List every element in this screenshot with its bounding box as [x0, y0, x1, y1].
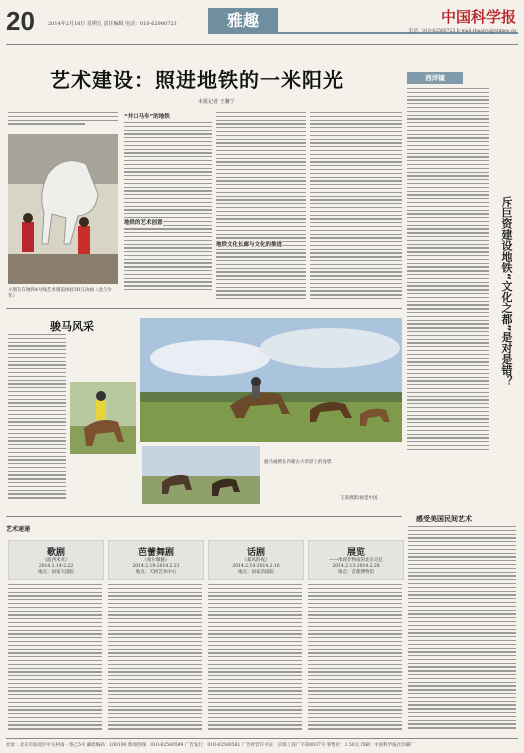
listing-name: 《暴风的夜》: [242, 558, 270, 563]
subhead-1: “井口马车”的地铁: [124, 114, 170, 120]
listing-venue: 地点：天桥艺术中心: [135, 570, 177, 575]
footer-divider: [6, 738, 518, 739]
right-bottom-column: [408, 526, 516, 734]
sidebar-section-head: 西洋镜: [407, 72, 463, 84]
listing-name: 《波西米亚》: [42, 558, 70, 563]
listing-kind: 话剧: [246, 548, 265, 558]
listing-venue: 地点：首都博物馆: [338, 570, 374, 575]
listings-section-label: 艺术速递: [6, 526, 31, 533]
horse-text-column: [8, 334, 66, 504]
listing-name: ——体现非物质的北京记忆: [329, 558, 383, 563]
article-title: 艺术建设：照进地铁的一米阳光: [50, 68, 344, 92]
article-column-2: [124, 122, 212, 302]
listing-text-3: [208, 584, 302, 734]
horse-photo-caption: 骏马驰骋在内蒙古大草原上的身影: [264, 460, 332, 465]
sidebar-column: [407, 88, 489, 468]
listing-text-2: [108, 584, 202, 734]
section-tag: 雅趣: [208, 8, 278, 34]
listing-kind: 展览: [346, 548, 365, 558]
listing-date: 2014.2.19-2014.2.21: [132, 564, 180, 569]
listing-box-1: [8, 540, 104, 580]
header-divider: [6, 44, 518, 45]
listing-venue: 地点：国家大剧院: [38, 570, 74, 575]
horse-section-title: 骏马风采: [50, 320, 94, 333]
subhead-3: 地铁文化长廊与文化的推进: [216, 242, 283, 248]
mid-divider: [6, 308, 402, 309]
article-column-1: [8, 112, 118, 132]
listing-box-2: [108, 540, 204, 580]
photo-caption: 小朋友在地铁4号线艺术墙前体验3D互动画《龙与少年》: [8, 288, 112, 299]
listing-date: 2014.2.10-2014.2.16: [232, 564, 280, 569]
page-header: [6, 6, 518, 42]
listing-box-3: [208, 540, 304, 580]
date-line: 2014年2月18日 星期五 责任编辑 电话：010-62980723: [48, 21, 177, 27]
listing-box-4: [308, 540, 404, 580]
listing-text-4: [308, 584, 402, 734]
newspaper-logo: 中国科学报: [440, 8, 516, 26]
sidebar-vertical-title: 斥巨资建设地铁“文化之都”是对是错？: [500, 196, 513, 387]
listing-date: 2014.2.14-2.22: [38, 564, 74, 569]
listing-text-1: [8, 584, 102, 734]
listing-kind: 芭蕾舞剧: [137, 548, 174, 558]
article-photo: [8, 134, 118, 284]
article-column-4: [310, 112, 402, 307]
listing-venue: 地点：国家话剧院: [238, 570, 274, 575]
horse-photo-credit: 王某摄影/视觉中国: [340, 496, 378, 501]
footer-text: 社址：北京市海淀区中关村南一条乙5号 邮政编码：100190 新闻热线：010-62580599 广告发行：010-62580561 广告经营许可证：京海工商广字第0037号 零售价：1.50元 印刷：中国科学报社印刷厂: [6, 743, 415, 748]
editor-line: 电话：010-62580723 E-mail:tbaaiyu@stimes.cn: [408, 29, 516, 34]
listing-date: 2014.2.13-2014.2.28: [332, 564, 380, 569]
subhead-2: 地铁的艺术创意: [124, 220, 163, 226]
article-byline: 本报记者 王馨宁: [198, 99, 235, 105]
listing-kind: 歌剧: [46, 548, 65, 558]
article-column-3: [216, 112, 306, 307]
right-bottom-title: 感受美国民间艺术: [416, 515, 472, 523]
lower-divider: [6, 516, 402, 517]
horse-photo-rider: [70, 382, 136, 454]
page-number: 20: [6, 6, 35, 36]
horse-photo-large: [140, 318, 402, 442]
horse-photo-small: [142, 446, 260, 504]
listing-name: 《希尔薇娅》: [142, 558, 170, 563]
